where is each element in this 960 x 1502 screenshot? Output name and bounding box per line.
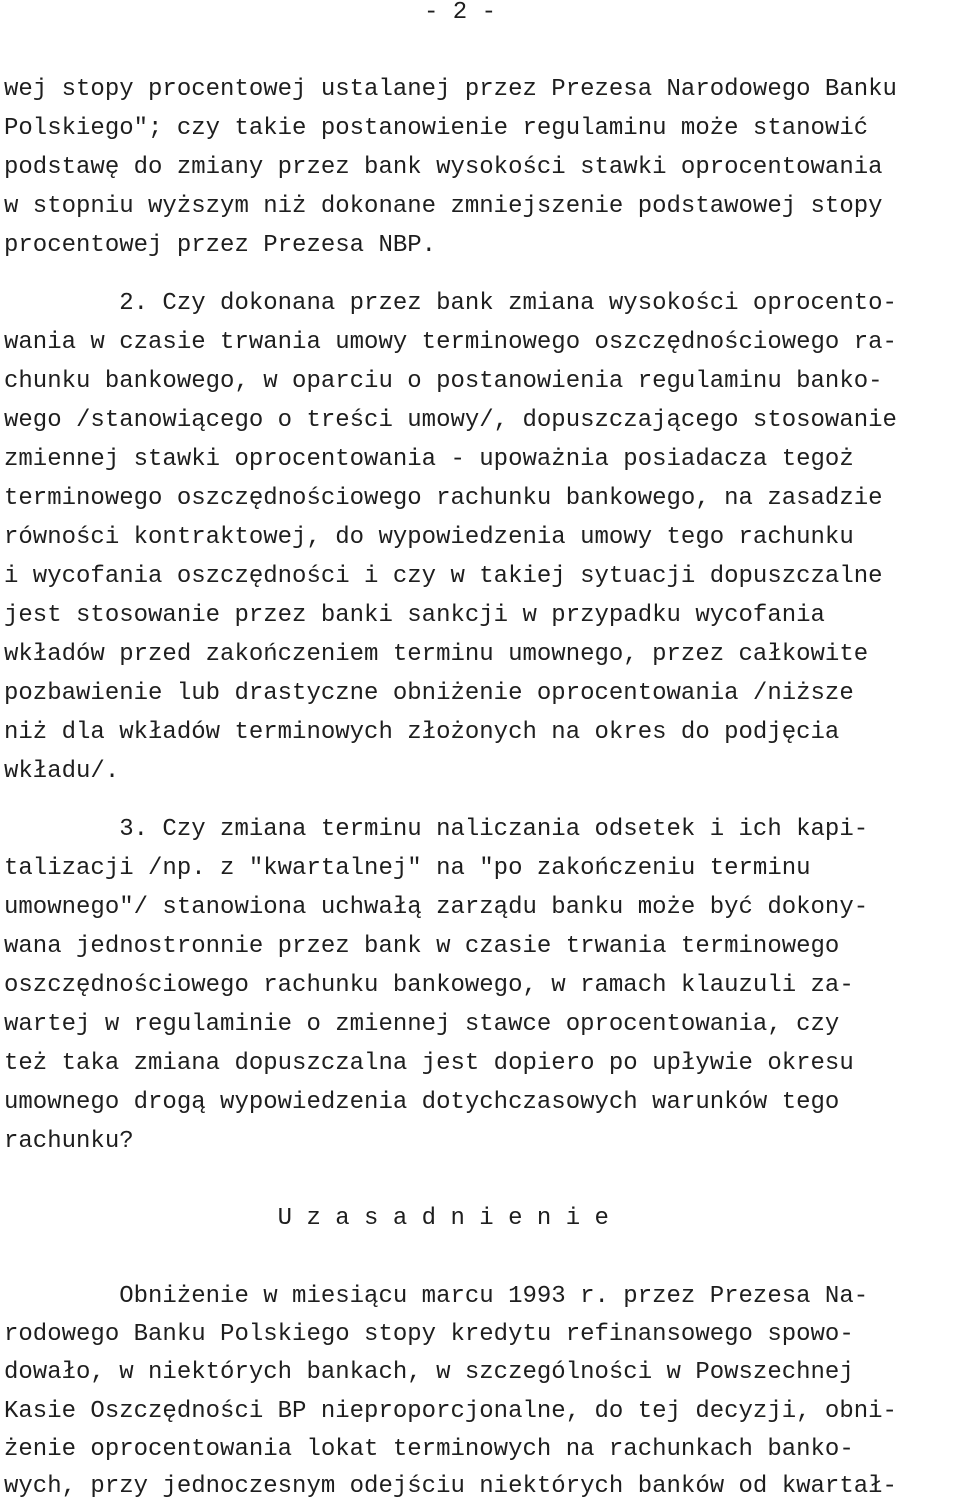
text-line: Polskiego"; czy takie postanowienie regulaminu może stanowić	[4, 115, 869, 142]
text-line: wkładu/.	[4, 758, 120, 785]
text-line: w stopniu wyższym niż dokonane zmniejszenie podstawowej stopy	[4, 193, 883, 220]
text-line: zmiennej stawki oprocentowania - upoważnia posiadacza tegoż	[4, 446, 854, 473]
text-line: też taka zmiana dopuszczalna jest dopiero po upływie okresu	[4, 1050, 854, 1077]
text-line: wej stopy procentowej ustalanej przez Prezesa Narodowego Banku	[4, 76, 897, 103]
text-line: pozbawienie lub drastyczne obniżenie oprocentowania /niższe	[4, 680, 854, 707]
text-line: rodowego Banku Polskiego stopy kredytu refinansowego spowo-	[4, 1321, 854, 1348]
text-line: Obniżenie w miesiącu marcu 1993 r. przez Prezesa Na-	[4, 1283, 869, 1310]
text-line: wania w czasie trwania umowy terminowego oszczędnościowego ra-	[4, 329, 897, 356]
text-line: oszczędnościowego rachunku bankowego, w ramach klauzuli za-	[4, 972, 854, 999]
text-line: terminowego oszczędnościowego rachunku bankowego, na zasadzie	[4, 485, 883, 512]
text-line: równości kontraktowej, do wypowiedzenia umowy tego rachunku	[4, 524, 854, 551]
text-line: 2. Czy dokonana przez bank zmiana wysokości oprocento-	[4, 290, 897, 317]
text-line: dowało, w niektórych bankach, w szczególności w Powszechnej	[4, 1359, 854, 1386]
text-line: rachunku?	[4, 1128, 134, 1155]
text-line: niż dla wkładów terminowych złożonych na okres do podjęcia	[4, 719, 840, 746]
text-line: umownego"/ stanowiona uchwałą zarządu banku może być dokony-	[4, 894, 869, 921]
text-line: wana jednostronnie przez bank w czasie trwania terminowego	[4, 933, 840, 960]
text-line: 3. Czy zmiana terminu naliczania odsetek i ich kapi-	[4, 816, 869, 843]
text-line: umownego drogą wypowiedzenia dotychczasowych warunków tego	[4, 1089, 840, 1116]
text-line: wych, przy jednoczesnym odejściu niektórych banków od kwartał-	[4, 1473, 897, 1500]
text-line: talizacji /np. z "kwartalnej" na "po zakończeniu terminu	[4, 855, 811, 882]
text-line: i wycofania oszczędności i czy w takiej sytuacji dopuszczalne	[4, 563, 883, 590]
text-line: żenie oprocentowania lokat terminowych na rachunkach banko-	[4, 1436, 854, 1463]
text-line: Kasie Oszczędności BP nieproporcjonalne, do tej decyzji, obni-	[4, 1398, 897, 1425]
section-heading: U z a s a d n i e n i e	[4, 1205, 609, 1232]
text-line: procentowej przez Prezesa NBP.	[4, 232, 437, 259]
text-line: chunku bankowego, w oparciu o postanowienia regulaminu banko-	[4, 368, 883, 395]
page-number: - 2 -	[424, 0, 497, 26]
text-line: wkładów przed zakończeniem terminu umownego, przez całkowite	[4, 641, 869, 668]
text-line: wego /stanowiącego o treści umowy/, dopuszczającego stosowanie	[4, 407, 897, 434]
text-line: podstawę do zmiany przez bank wysokości stawki oprocentowania	[4, 154, 883, 181]
text-line: wartej w regulaminie o zmiennej stawce oprocentowania, czy	[4, 1011, 840, 1038]
text-line: jest stosowanie przez banki sankcji w przypadku wycofania	[4, 602, 825, 629]
